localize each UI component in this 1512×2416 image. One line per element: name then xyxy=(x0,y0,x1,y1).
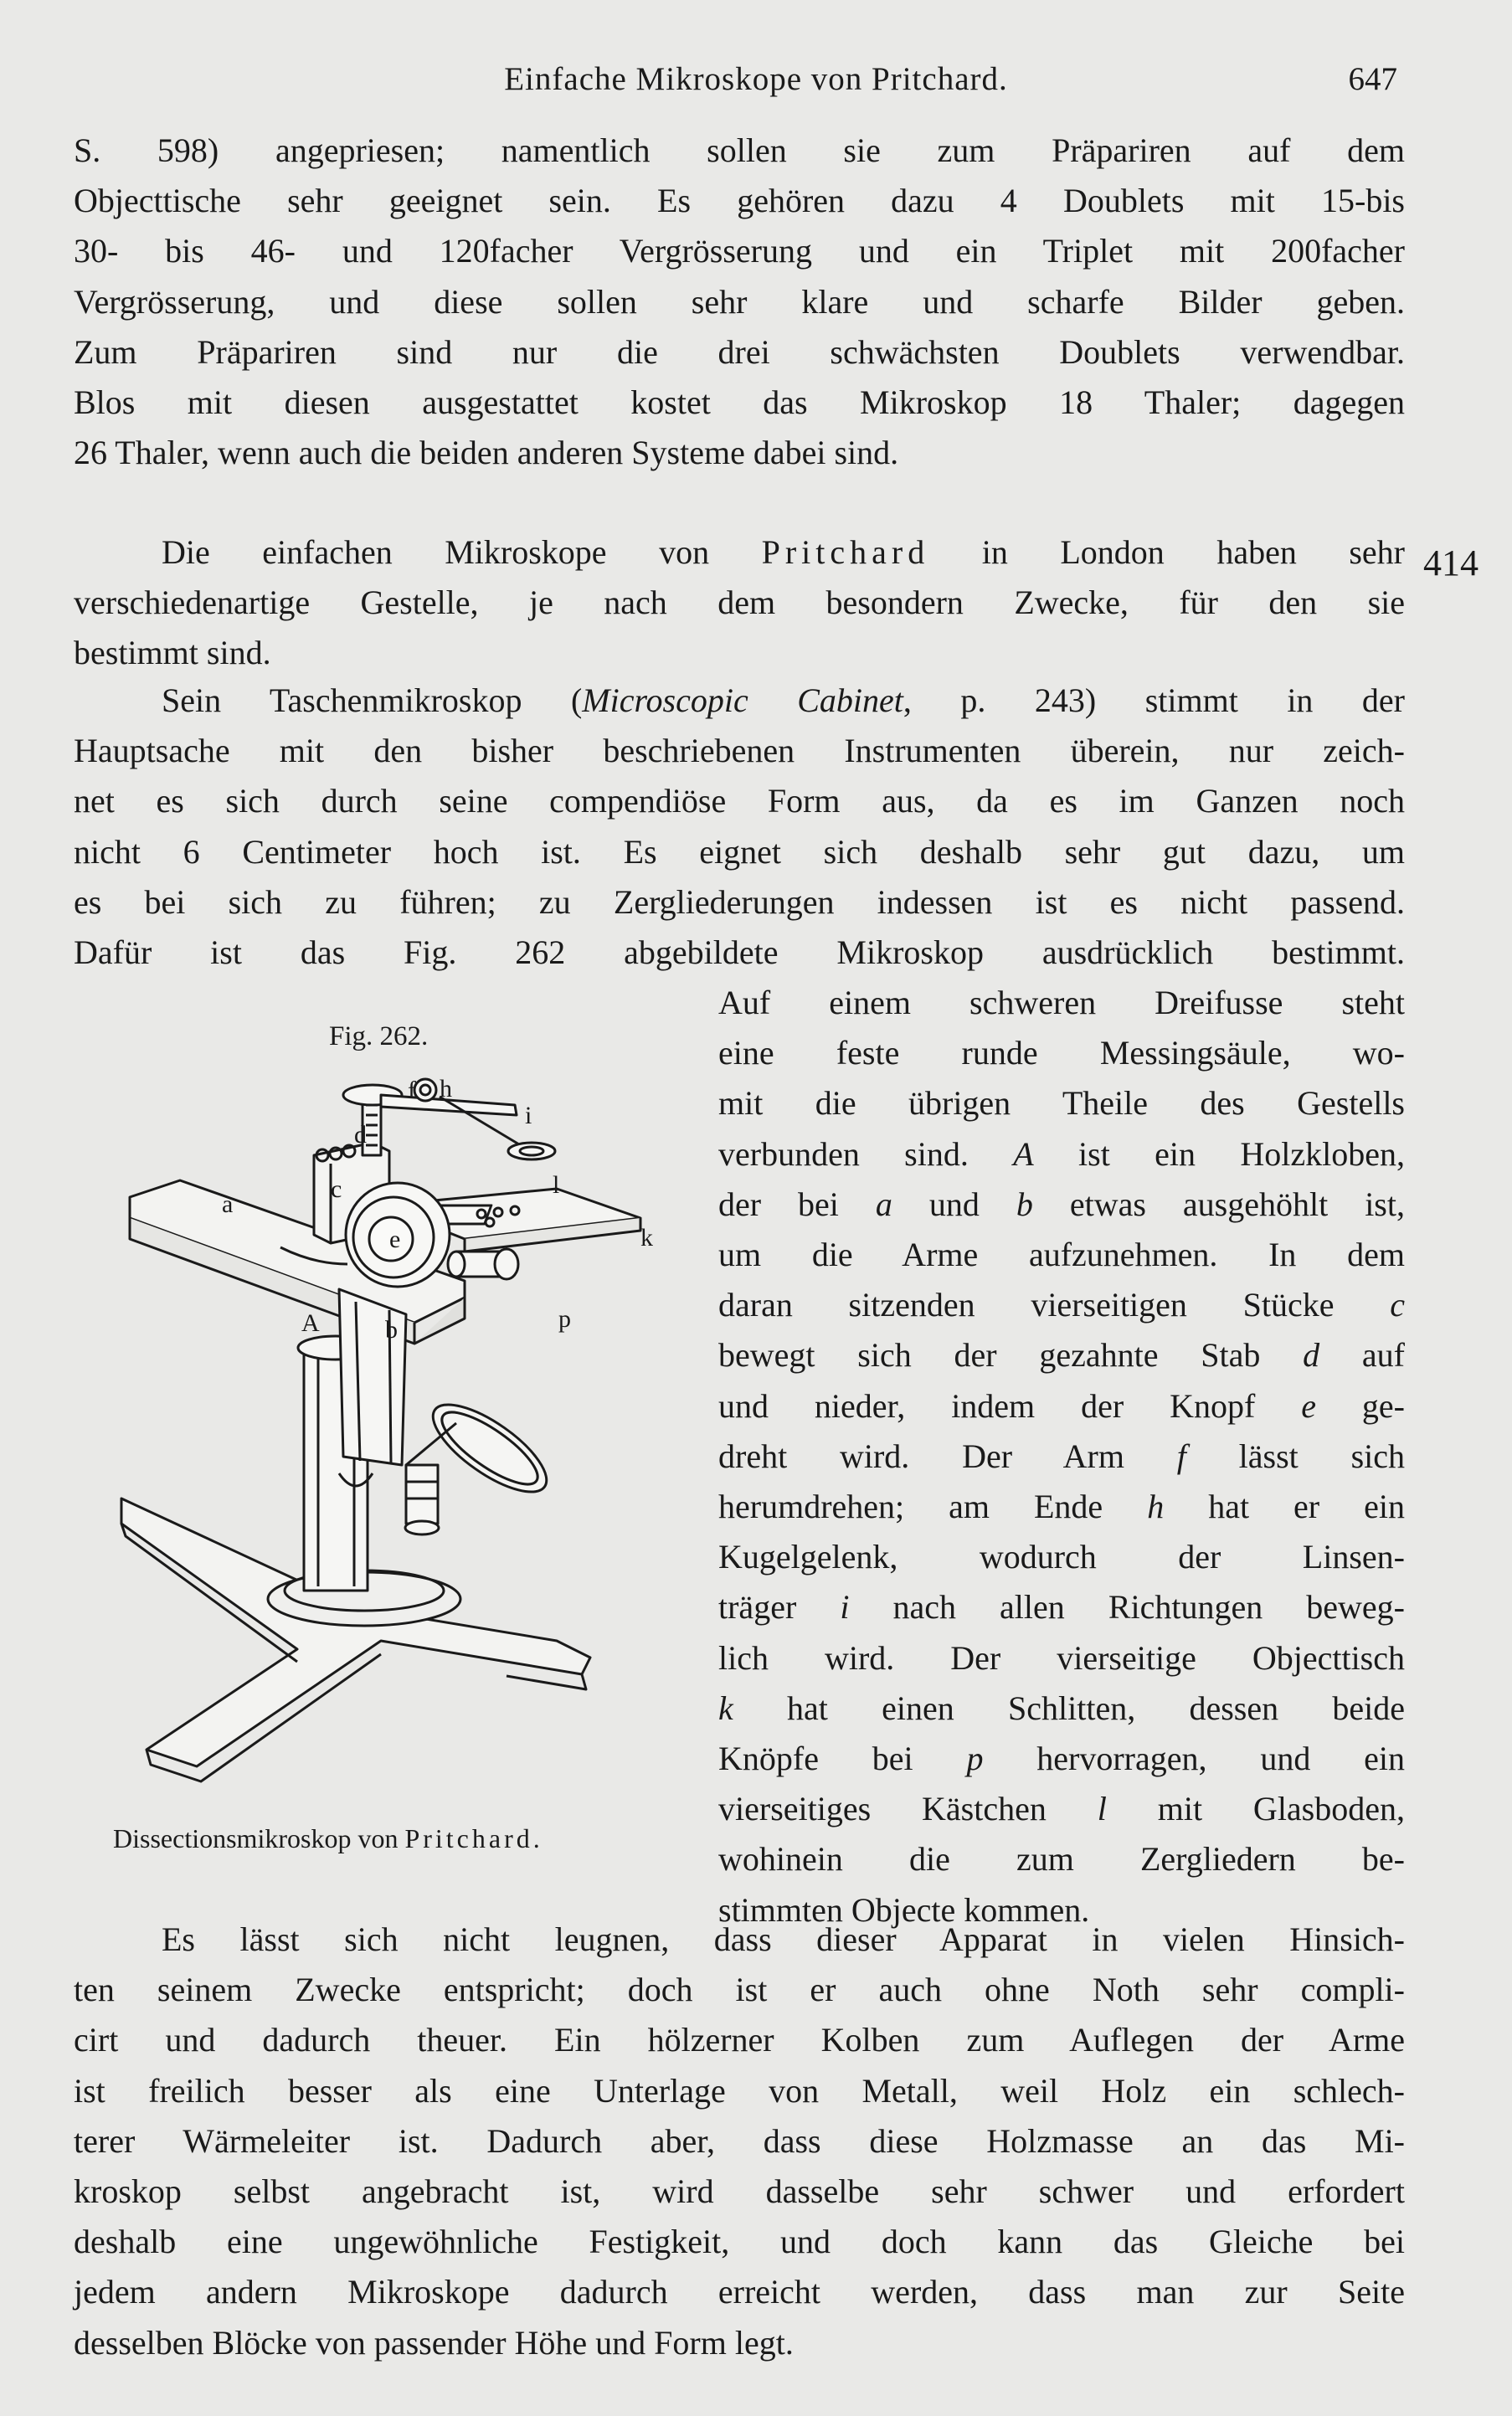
text-line: Zum Präpariren sind nur die drei schwächsten Doublets verwendbar. xyxy=(74,332,1405,371)
text-line: kroskop selbst angebracht ist, wird dasselbe sehr schwer und erfordert xyxy=(74,2172,1405,2211)
text-line: Hauptsache mit den bisher beschriebenen Instrumenten überein, nur zeich- xyxy=(74,732,1405,770)
figure-letter-a: a xyxy=(222,1190,234,1218)
caption-author: Pritchard. xyxy=(404,1823,543,1853)
text-line xyxy=(718,1330,1405,1380)
text-line: desselben Blöcke von passender Höhe und Form legt. xyxy=(74,2323,794,2362)
author-name: Pritchard xyxy=(761,533,930,571)
text-line xyxy=(718,1381,1405,1432)
figure-letter-f: f xyxy=(408,1077,416,1104)
text-line: lich wird. Der vierseitige Objecttisch xyxy=(718,1638,1405,1677)
figure-letter-c: c xyxy=(331,1175,342,1203)
text-segment: daran sitzenden vierseitigen Stücke xyxy=(718,1286,1391,1324)
text-segment: Sein Taschenmikroskop ( xyxy=(162,681,583,719)
text-line: Objecttische sehr geeignet sein. Es gehören dazu 4 Doublets mit 15-bis xyxy=(74,182,1405,220)
text-line xyxy=(718,1582,1405,1632)
text-line: 26 Thaler, wenn auch die beiden anderen Systeme dabei sind. xyxy=(74,434,899,472)
part-letter: k xyxy=(718,1689,733,1727)
figure-letter-i: i xyxy=(525,1102,532,1129)
text-segment: bewegt sich der gezahnte Stab xyxy=(718,1336,1304,1375)
text-line xyxy=(718,1280,1405,1330)
text-line: jedem andern Mikroskope dadurch erreicht werden, dass man zur Seite xyxy=(74,2273,1405,2311)
text-segment: lässt sich xyxy=(1185,1437,1405,1475)
text-line xyxy=(718,1482,1405,1532)
text-line: bestimmt sind. xyxy=(74,634,271,672)
text-line: es bei sich zu führen; zu Zergliederungen indessen ist es nicht passend. xyxy=(74,882,1405,921)
part-letter: a xyxy=(875,1185,892,1223)
text-segment: träger xyxy=(718,1588,841,1627)
text-line: um die Arme aufzunehmen. In dem xyxy=(718,1236,1405,1274)
text-line: ist freilich besser als eine Unterlage von Metall, weil Holz ein schlech- xyxy=(74,2071,1405,2110)
text-segment: Knöpfe bei xyxy=(718,1740,967,1778)
text-line: mit die übrigen Theile des Gestells xyxy=(718,1084,1405,1123)
figure-letter-A: A xyxy=(301,1309,320,1337)
figure-letter-b: b xyxy=(385,1316,398,1344)
figure-label: Fig. 262. xyxy=(329,1021,429,1051)
text-line: 30- bis 46- und 120facher Vergrösserung und ein Triplet mit 200facher xyxy=(74,232,1405,270)
part-letter: h xyxy=(1147,1488,1165,1526)
figure-letter-d: d xyxy=(354,1121,367,1149)
paragraph-bottom xyxy=(74,1915,1405,2368)
substage-tube xyxy=(405,1465,439,1534)
book-title: Microscopic Cabinet xyxy=(582,681,903,719)
text-line xyxy=(718,1784,1405,1834)
text-line xyxy=(718,1683,1405,1734)
text-line xyxy=(718,1180,1405,1230)
text-line xyxy=(718,1734,1405,1784)
text-line: cirt und dadurch theuer. Ein hölzerner Kolben zum Auflegen der Arme xyxy=(74,2021,1405,2059)
text-segment: verbunden sind. xyxy=(718,1134,1014,1173)
text-line: net es sich durch seine compendiöse Form aus, da es im Ganzen noch xyxy=(74,782,1405,820)
text-line xyxy=(74,527,1405,578)
slide-knobs-p xyxy=(448,1249,518,1279)
paragraph-pocket-microscope xyxy=(74,676,1405,978)
text-line: ten seinem Zwecke entspricht; doch ist er auch ohne Noth sehr compli- xyxy=(74,1971,1405,2009)
text-segment: etwas ausgehöhlt ist, xyxy=(1032,1185,1405,1223)
text-segment: und xyxy=(892,1185,1016,1223)
text-line: Kugelgelenk, wodurch der Linsen- xyxy=(718,1538,1405,1576)
part-letter: e xyxy=(1301,1386,1316,1425)
text-segment: der bei xyxy=(718,1185,876,1223)
text-line: Blos mit diesen ausgestattet kostet das Mikroskop 18 Thaler; dagegen xyxy=(74,383,1405,422)
text-segment: ist ein Holzkloben, xyxy=(1033,1134,1405,1173)
text-segment: hat er ein xyxy=(1164,1488,1405,1526)
text-line: deshalb eine ungewöhnliche Festigkeit, und doch kann das Gleiche bei xyxy=(74,2223,1405,2261)
running-head: Einfache Mikroskope von Pritchard. xyxy=(504,61,1008,97)
text-segment: dreht wird. Der Arm xyxy=(718,1437,1177,1475)
text-line: verschiedenartige Gestelle, je nach dem besondern Zwecke, für den sie xyxy=(74,583,1405,622)
page-number: 647 xyxy=(1348,61,1397,97)
caption-text: Dissectionsmikroskop von xyxy=(113,1823,405,1853)
part-letter: A xyxy=(1013,1134,1034,1173)
dissection-microscope-illustration xyxy=(88,1072,691,1808)
text-segment: auf xyxy=(1319,1336,1405,1375)
text-segment: , p. 243) stimmt in der xyxy=(903,681,1405,719)
text-line: terer Wärmeleiter ist. Dadurch aber, dass diese Holzmasse an das Mi- xyxy=(74,2121,1405,2160)
figure-letter-k: k xyxy=(640,1224,653,1252)
text-segment: herumdrehen; am Ende xyxy=(718,1488,1148,1526)
text-line: Auf einem schweren Dreifusse steht xyxy=(718,984,1405,1021)
text-line: eine feste runde Messingsäule, wo- xyxy=(718,1034,1405,1072)
part-letter: p xyxy=(966,1740,984,1778)
text-segment: in London haben sehr xyxy=(929,533,1405,571)
text-segment: vierseitiges Kästchen xyxy=(718,1790,1098,1828)
margin-section-number: 414 xyxy=(1423,542,1479,583)
text-segment: und nieder, indem der Knopf xyxy=(718,1386,1302,1425)
text-line: wohinein die zum Zergliedern be- xyxy=(718,1840,1405,1879)
text-segment: nach allen Richtungen beweg- xyxy=(849,1588,1405,1627)
paragraph-top xyxy=(74,126,1405,478)
figure-caption xyxy=(113,1823,543,1854)
text-line: Es lässt sich nicht leugnen, dass dieser Apparat in vielen Hinsich- xyxy=(162,1920,1405,1958)
figure-letter-h: h xyxy=(440,1075,452,1103)
part-letter: b xyxy=(1016,1185,1033,1223)
text-line xyxy=(718,1129,1405,1180)
text-segment: Die einfachen Mikroskope von xyxy=(162,533,762,571)
text-line: nicht 6 Centimeter hoch ist. Es eignet sich deshalb sehr gut dazu, um xyxy=(74,832,1405,871)
text-line xyxy=(718,1432,1405,1482)
paragraph-pritchard xyxy=(74,527,1405,679)
text-line: stimmten Objecte kommen. xyxy=(718,1890,1090,1929)
page-header xyxy=(0,60,1512,111)
text-segment: ge- xyxy=(1316,1386,1405,1425)
part-letter: c xyxy=(1390,1286,1405,1324)
figure-letter-e: e xyxy=(389,1226,401,1253)
text-line: Vergrösserung, und diese sollen sehr klare und scharfe Bilder geben. xyxy=(74,282,1405,321)
text-line: Dafür ist das Fig. 262 abgebildete Mikroskop ausdrücklich bestimmt. xyxy=(74,933,1405,972)
figure-letter-p: p xyxy=(558,1305,571,1333)
part-letter: l xyxy=(1097,1790,1107,1828)
right-column-text xyxy=(718,978,1405,1935)
figure-letter-l: l xyxy=(553,1171,560,1199)
text-line xyxy=(74,676,1405,726)
text-line: S. 598) angepriesen; namentlich sollen sie zum Präpariren auf dem xyxy=(74,131,1405,169)
part-letter: i xyxy=(840,1588,850,1627)
text-segment: hat einen Schlitten, dessen beide xyxy=(733,1689,1405,1727)
text-segment: hervorragen, und ein xyxy=(983,1740,1406,1778)
part-letter: f xyxy=(1176,1437,1186,1475)
text-segment: mit Glasboden, xyxy=(1106,1790,1405,1828)
part-letter: d xyxy=(1303,1336,1320,1375)
